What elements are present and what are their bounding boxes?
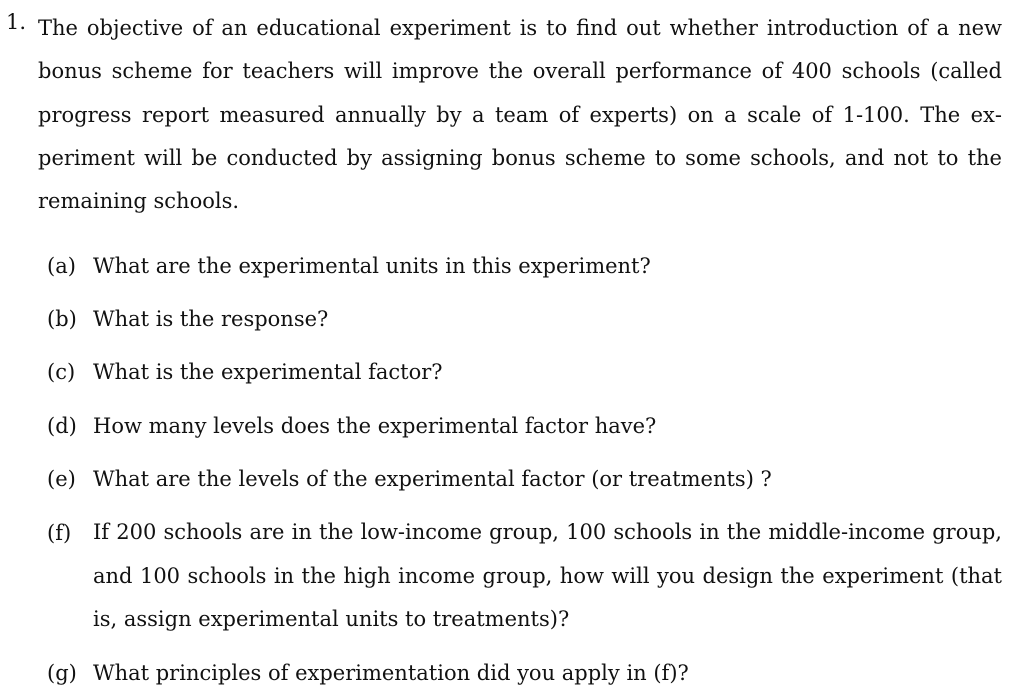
question-label: (d) — [47, 414, 77, 438]
question-label: (b) — [47, 307, 77, 331]
problem-intro: The objective of an educational experiment is to find out whether introduction of a new bonus scheme for teachers will improve the overall performance of 400 schools (called progress report measured annually by a team of experts) on a scale of 1-100. The experiment will be conducted by assigning bonus scheme to some schools, and not to the remaining schools. — [38, 16, 1002, 214]
question-label: (e) — [47, 467, 76, 491]
question-text: What is the experimental factor? — [93, 360, 443, 384]
question-text: What are the levels of the experimental factor (or treatments) ? — [93, 467, 772, 491]
question-label: (a) — [47, 254, 76, 278]
question-label: (c) — [47, 360, 76, 384]
question-text: How many levels does the experimental factor have? — [93, 414, 657, 438]
question-text: What is the response? — [93, 307, 329, 331]
question-text: What principles of experimentation did you apply in (f)? — [93, 661, 689, 685]
question-text: What are the experimental units in this experiment? — [93, 254, 651, 278]
question-label: (f) — [47, 521, 72, 545]
question-label: (g) — [47, 661, 77, 685]
question-text: If 200 schools are in the low-income group, 100 schools in the middle-income group, and 100 schools in the high income group, how will you design the experiment (that is, assign experimental units to treatments)? — [93, 520, 1002, 631]
problem-number: 1. — [6, 10, 27, 34]
